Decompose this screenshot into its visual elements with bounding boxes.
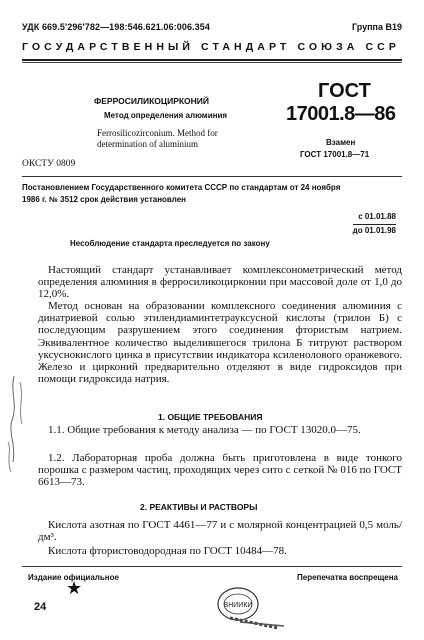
intro-paragraph: Настоящий стандарт устанавливает комплексонометрический метод определения алюминия в ферросиликоцирконии при массовой доле от 1,0 до 12,0%. (38, 264, 402, 301)
star-icon: ★ (66, 578, 83, 598)
subtitle-ru: Метод определения алюминия (104, 111, 228, 120)
clause-1-1: 1.1. Общие требования к методу анализа — по ГОСТ 13020.0—75. (48, 424, 361, 436)
page-number: 24 (34, 601, 47, 613)
law-notice: Несоблюдение стандарта преследуется по закону (70, 239, 270, 248)
date-to: до 01.01.98 (352, 226, 396, 235)
udk-code: УДК 669.5'296'782—198:546.621.06:006.354 (22, 22, 210, 32)
header-rule (22, 59, 402, 61)
decree-line-2: 1986 г. № 3512 срок действия установлен (22, 195, 186, 204)
handwritten-margin-marks (2, 372, 32, 482)
library-stamp (200, 582, 290, 632)
section-2-heading: 2. РЕАКТИВЫ И РАСТВОРЫ (140, 502, 258, 512)
replaces-label: Взамен (326, 138, 356, 147)
okstu-code: ОКСТУ 0809 (22, 159, 76, 169)
edition-label: Издание официальное (28, 573, 119, 582)
stamp-text: ВНИИКИ (223, 602, 253, 609)
title-rule (22, 176, 402, 177)
footer-rule (22, 566, 402, 567)
title-ru: ФЕРРОСИЛИКОЦИРКОНИЙ (94, 96, 210, 106)
method-paragraph: Метод основан на образовании комплексного соединения алюминия с динатриевой солью этилендиаминтетрауксусной кислоты (трилон Б) с последующим разрушением этого соединения фтористым натрием. Эквивалентное количество выделившегося трилона Б титруют раствором уксуснокислого цинка в присутствии индикатора ксиленолового оранжевого. Железо и цирконий предварительно отделяют в виде гидроксидов при помощи гидроксида натрия. (38, 300, 402, 386)
gost-label: ГОСТ (318, 80, 371, 102)
title-en-line1: Ferrosilicozirconium. Method for (97, 128, 218, 138)
reagent-1: Кислота азотная по ГОСТ 4461—77 и с молярной концентрацией 0,5 моль/дм³. (38, 519, 402, 544)
gost-number: 17001.8—86 (286, 103, 396, 125)
header-rule-thin (22, 62, 402, 63)
standard-title: ГОСУДАРСТВЕННЫЙ СТАНДАРТ СОЮЗА ССР (22, 41, 400, 53)
group-code: Группа В19 (351, 22, 402, 32)
replaces-gost: ГОСТ 17001.8—71 (300, 150, 370, 159)
clause-1-2: 1.2. Лабораторная проба должна быть приготовлена в виде тонкого порошка с размером частиц, проходящих через сито с сеткой № 016 по ГОСТ 6613—73. (38, 452, 402, 489)
section-1-heading: 1. ОБЩИЕ ТРЕБОВАНИЯ (158, 412, 263, 422)
title-en-line2: determination of aluminium (97, 139, 198, 149)
reprint-notice: Перепечатка воспрещена (297, 573, 398, 582)
date-from: с 01.01.88 (358, 212, 396, 221)
decree-line-1: Постановлением Государственного комитета СССР по стандартам от 24 ноября (22, 183, 341, 192)
reagent-2: Кислота фтористоводородная по ГОСТ 10484—78. (48, 545, 287, 557)
